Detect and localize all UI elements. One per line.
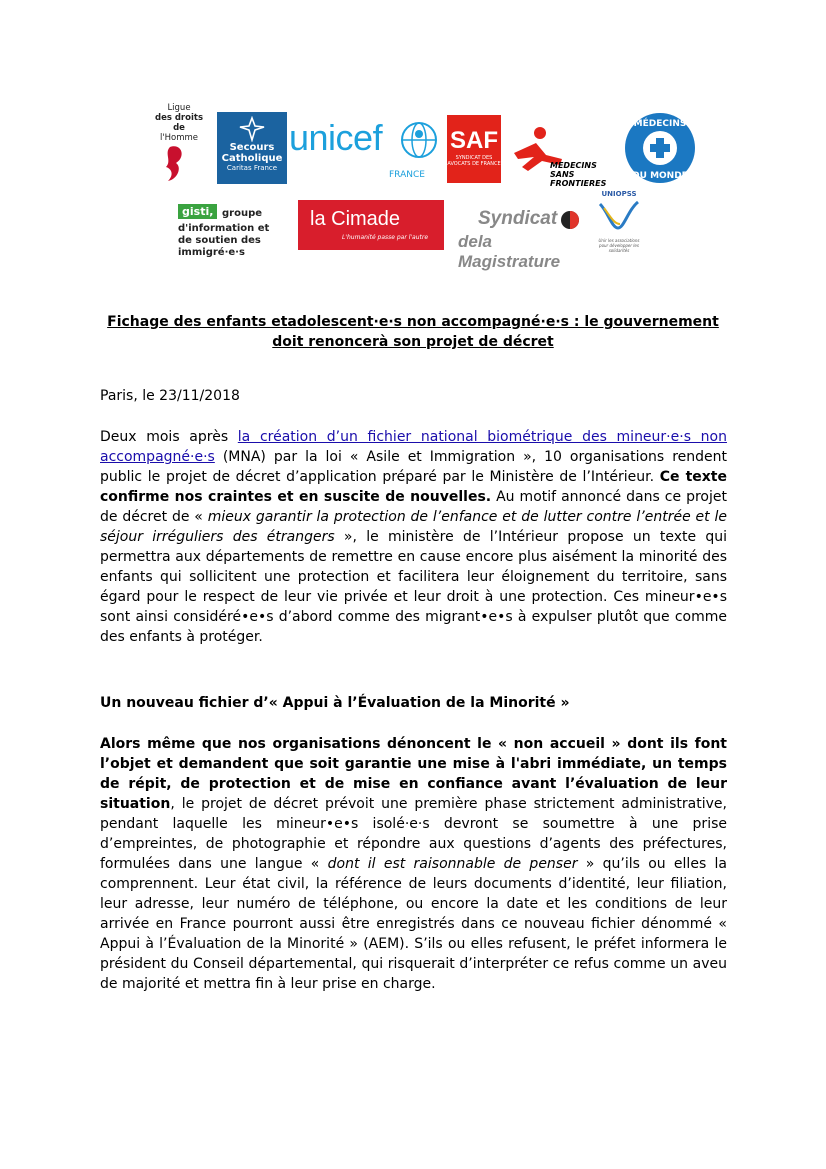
- globe-icon: [397, 118, 441, 162]
- mdm-top-text: MÉDECINS: [633, 119, 687, 129]
- fichier-national-link[interactable]: la création d’un fichier national biométrique des mineur·e·s non accompagné·e·s: [100, 429, 727, 465]
- ldh-figure-icon: [152, 143, 206, 183]
- ldh-line2: des droits de: [154, 113, 204, 133]
- uniopss-sub: Unir les associations pour développer les solidarités: [598, 238, 640, 253]
- p2-italic-quote: dont il est raisonnable de penser: [327, 856, 578, 872]
- sm-line1: Syndicat: [478, 208, 558, 229]
- mdm-emblem: [624, 112, 696, 184]
- unicef-word: unicef: [289, 117, 383, 158]
- saf-sub: SYNDICAT DES AVOCATS DE FRANCE: [447, 155, 501, 167]
- paragraph-aem: [100, 734, 727, 994]
- saf-logo: [447, 115, 501, 183]
- gisti-tag: gisti,: [178, 204, 217, 219]
- uniopss-logo: [594, 190, 644, 256]
- unicef-sub: FRANCE: [389, 170, 425, 180]
- cimade-word: la Cimade: [310, 208, 401, 230]
- uniopss-wave-icon: [594, 198, 644, 234]
- gisti-line1: groupe: [222, 208, 263, 219]
- cimade-sub: L'humanité passe par l'autre: [342, 234, 429, 241]
- secours-name1: Secours: [229, 142, 275, 153]
- uniopss-name: UNIOPSS: [601, 190, 637, 198]
- sm-line2: dela Magistrature: [458, 232, 561, 271]
- p2-text2: » qu’ils ou elles la comprennent. Leur état civil, la référence de leurs documents d’identité, leur filiation, leur adresse, leur numéro de téléphone, ou encore la date et les conditions de leur arrivée en France pourront aussi être enregistrés dans ce nouveau fichier dénommé « Appui à l’Évaluation de la Minorité » (AEM). S’ils ou elles refusent, le préfet informera le président du Conseil départemental, qui risquerait d’interpréter ce refus comme un aveu de majorité et mettra fin à leur prise en charge.: [100, 856, 727, 992]
- paragraph-intro: [100, 427, 727, 647]
- p1-italic-quote: mieux garantir la protection de l’enfance et de lutter contre l’entrée et le séjour irréguliers des étrangers: [100, 509, 727, 545]
- p2-text1: , le projet de décret prévoit une première phase strictement administrative, pendant laquelle les mineur•e•s isolé·e·s devront se soumettre à une prise d’empreintes, de photographie et répondre aux questions d’agents des préfectures, formulées dans une langue «: [100, 796, 727, 872]
- p1-lead: Deux mois après: [100, 429, 238, 445]
- msf-logo: [506, 125, 622, 188]
- saf-word: SAF: [450, 127, 498, 154]
- page-title: Fichage des enfants etadolescent·e·s non accompagné·e·s : le gouvernement doit renoncerà son projet de décret: [107, 314, 719, 350]
- medecins-du-monde-logo: [624, 112, 696, 184]
- p1-text3: », le ministère de l’Intérieur propose un texte qui permettra aux départements de remettre en cause encore plus aisément la minorité des enfants qui sollicitent une protection et facilitera leur éloignement du territoire, sans égard pour le respect de leur vie privée et leur droit à une protection. Ces mineur•e•s sont ainsi considéré•e•s d’abord comme des migrant•e•s à expulser plutôt que comme des enfants à protéger.: [100, 529, 727, 645]
- p1-text2: Au motif annoncé dans ce projet de décret de «: [100, 489, 727, 525]
- msf-text: MEDECINS SANS FRONTIERES: [550, 161, 607, 188]
- gisti-line2: d'information et: [178, 223, 270, 234]
- gisti-line4: immigré·e·s: [178, 247, 245, 258]
- ldh-line3: l'Homme: [159, 133, 199, 143]
- sm-emblem-icon: [560, 210, 580, 230]
- p1-text1: (MNA) par la loi « Asile et Immigration », 10 organisations rendent public le projet de décret d’application préparé par le Ministère de l’Intérieur.: [100, 449, 727, 485]
- p2-bold: Alors même que nos organisations dénoncent le « non accueil » dont ils font l’objet et demandent que soit garantie une mise à l'abri immédiate, un temps de répit, de protection et de mise en confiance avant l’évaluation de leur situation: [100, 736, 727, 812]
- mdm-bottom-text: DU MONDE: [632, 171, 688, 181]
- dateline: Paris, le 23/11/2018: [100, 388, 240, 404]
- secours-sub: Caritas France: [226, 164, 278, 172]
- unicef-logo: [289, 118, 441, 184]
- secours-name2: Catholique: [221, 153, 283, 164]
- ldh-logo: [152, 103, 206, 181]
- gisti-line3: de soutien des: [178, 235, 261, 246]
- ldh-line1: Ligue: [167, 103, 191, 113]
- section-heading: Un nouveau fichier d’« Appui à l’Évaluation de la Minorité »: [100, 695, 570, 711]
- cimade-logo: [298, 200, 444, 250]
- secours-catholique-logo: [217, 112, 287, 184]
- syndicat-magistrature-logo: [458, 208, 594, 271]
- p1-bold: Ce texte confirme nos craintes et en suscite de nouvelles.: [100, 469, 727, 505]
- gisti-logo: [178, 200, 286, 260]
- cross-icon: [237, 116, 267, 142]
